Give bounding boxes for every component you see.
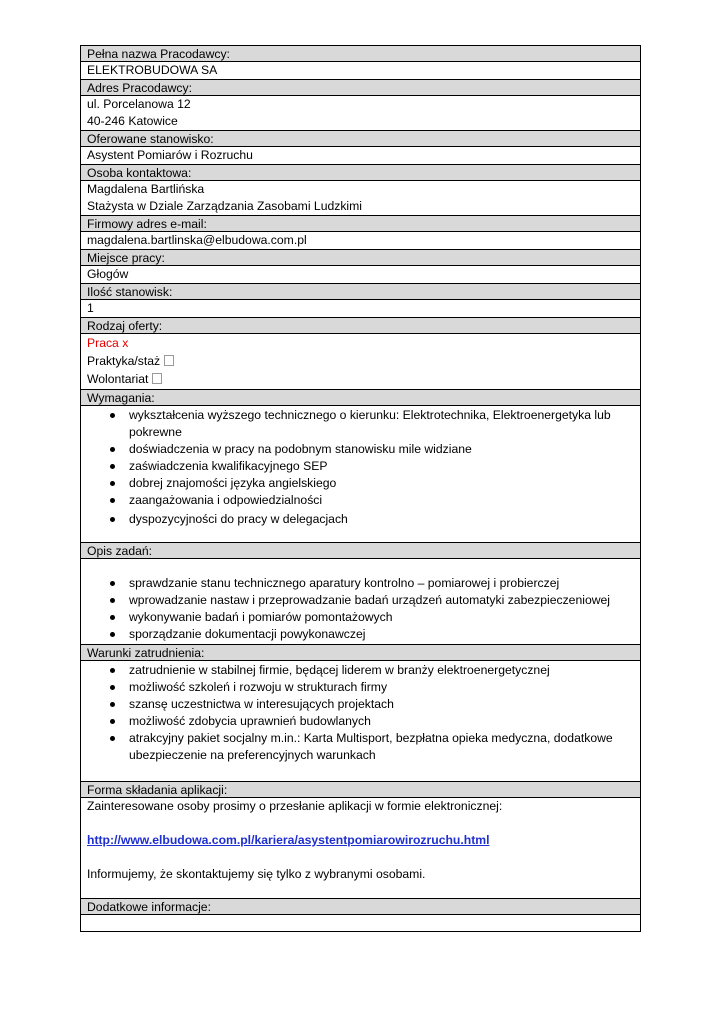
employer-name: ELEKTROBUDOWA SA <box>87 63 218 77</box>
list-item: możliwość zdobycia uprawnień budowlanych <box>87 713 640 730</box>
offer-type-label: Rodzaj oferty: <box>81 318 640 334</box>
application-label: Forma składania aplikacji: <box>81 782 640 798</box>
list-item: dyspozycyjności do pracy w delegacjach <box>87 511 640 528</box>
additional-info-value <box>81 915 640 931</box>
tasks-list-cell <box>81 559 640 645</box>
offer-type-option-job <box>87 334 640 352</box>
application-note: Informujemy, że skontaktujemy się tylko z wybranymi osobami. <box>87 867 426 881</box>
address-line-1: ul. Porcelanowa 12 <box>87 97 191 111</box>
workplace-value: Głogów <box>87 267 129 281</box>
conditions-list-cell <box>81 661 640 782</box>
application-details <box>81 798 640 899</box>
checkbox-icon[interactable] <box>152 373 162 384</box>
conditions-label: Warunki zatrudnienia: <box>81 645 640 661</box>
employer-name-label: Pełna nazwa Pracodawcy: <box>81 46 640 62</box>
offer-type-internship-label: Praktyka/staż <box>87 354 161 368</box>
tasks-list <box>87 575 640 643</box>
openings-label: Ilość stanowisk: <box>81 284 640 300</box>
list-item: szansę uczestnictwa w interesujących projektach <box>87 696 640 713</box>
list-item: zatrudnienie w stabilnej firmie, będącej liderem w branży elektroenergetycznej <box>87 662 640 679</box>
contact-name: Magdalena Bartlińska <box>87 182 205 196</box>
list-item: atrakcyjny pakiet socjalny m.in.: Karta Multisport, bezpłatna opieka medyczna, dodatkowe ubezpieczenie na preferencyjnych warunkach <box>87 730 640 764</box>
checkbox-icon[interactable] <box>164 355 174 366</box>
requirements-list-cell <box>81 406 640 543</box>
additional-info-label: Dodatkowe informacje: <box>81 899 640 915</box>
list-item: doświadczenia w pracy na podobnym stanowisku mile widziane <box>87 441 640 458</box>
list-item: zaangażowania i odpowiedzialności <box>87 492 640 509</box>
contact-role: Stażysta w Dziale Zarządzania Zasobami Ludzkimi <box>87 199 363 213</box>
contact-email: magdalena.bartlinska@elbudowa.com.pl <box>87 233 307 247</box>
employer-address-label: Adres Pracodawcy: <box>81 80 640 96</box>
offer-type-options <box>81 334 640 390</box>
list-item: dobrej znajomości języka angielskiego <box>87 475 640 492</box>
offer-type-option-volunteer <box>87 370 640 388</box>
requirements-label: Wymagania: <box>81 390 640 406</box>
list-item: zaświadczenia kwalifikacyjnego SEP <box>87 458 640 475</box>
contact-label: Osoba kontaktowa: <box>81 165 640 181</box>
openings-value-row <box>81 300 640 318</box>
requirements-list <box>87 407 640 528</box>
list-item: sprawdzanie stanu technicznego aparatury kontrolno – pomiarowej i probierczej <box>87 575 640 592</box>
position-value: Asystent Pomiarów i Rozruchu <box>87 148 253 162</box>
offer-type-job-label: Praca x <box>87 336 129 350</box>
application-link-row <box>87 832 640 849</box>
address-line-2: 40-246 Katowice <box>87 114 178 128</box>
contact-value-row <box>81 181 640 216</box>
employer-name-value <box>81 62 640 80</box>
application-intro: Zainteresowane osoby prosimy o przesłanie aplikacji w formie elektronicznej: <box>87 799 503 813</box>
offer-type-option-internship <box>87 352 640 370</box>
list-item: sporządzanie dokumentacji powykonawczej <box>87 626 640 643</box>
email-label: Firmowy adres e-mail: <box>81 216 640 232</box>
job-offer-form <box>80 45 641 932</box>
openings-value: 1 <box>87 301 94 315</box>
offer-type-volunteer-label: Wolontariat <box>87 372 149 386</box>
workplace-value-row <box>81 266 640 284</box>
list-item: wprowadzanie nastaw i przeprowadzanie badań urządzeń automatyki zabezpieczeniowej <box>87 592 640 609</box>
application-url-link[interactable]: http://www.elbudowa.com.pl/kariera/asystentpomiarowirozruchu.html <box>87 833 490 847</box>
list-item: możliwość szkoleń i rozwoju w strukturach firmy <box>87 679 640 696</box>
workplace-label: Miejsce pracy: <box>81 250 640 266</box>
position-label: Oferowane stanowisko: <box>81 131 640 147</box>
list-item: wykonywanie badań i pomiarów pomontażowych <box>87 609 640 626</box>
spacer <box>87 815 640 832</box>
email-value-row <box>81 232 640 250</box>
list-item: wykształcenia wyższego technicznego o kierunku: Elektrotechnika, Elektroenergetyka lub pokrewne <box>87 407 640 441</box>
tasks-label: Opis zadań: <box>81 543 640 559</box>
position-value-row <box>81 147 640 165</box>
conditions-list <box>87 662 640 764</box>
employer-address-value <box>81 96 640 131</box>
spacer <box>87 849 640 866</box>
